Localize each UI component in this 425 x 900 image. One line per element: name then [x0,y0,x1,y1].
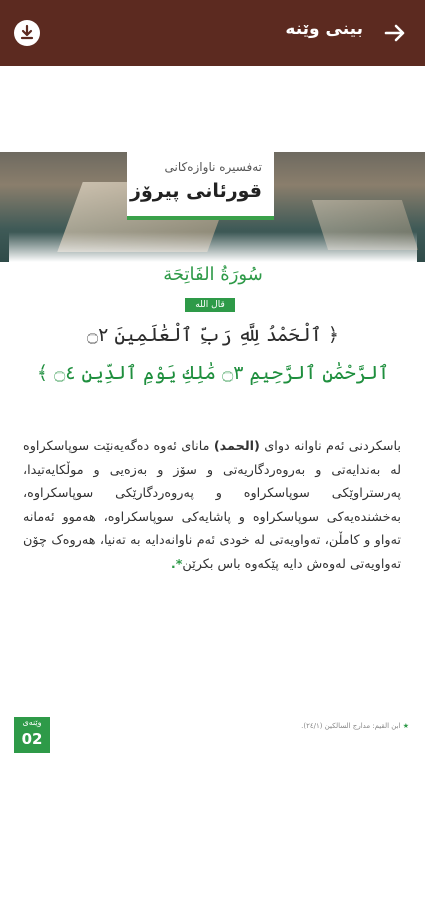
page-number-badge [14,717,50,753]
download-button[interactable] [14,20,40,46]
app-bar [0,0,425,66]
footnote-marker: *. [170,556,183,572]
qaal-label: قال الله تعالى [185,298,235,312]
footnote-text: ابن القيم: مدارج السالكين (٢٤/١). [301,722,401,730]
footnote [301,722,409,730]
page-label: وێنەی [22,718,42,727]
surah-title: سُورَةُ الفَاتِحَة [163,264,263,285]
ayah-line-1: ﴿ ٱلْحَمْدُ لِلَّهِ رَبِّ ٱلْعَٰلَمِينَ ۝٢ [87,324,339,346]
tafsir-text: باسکردنی ئەم ناوانە دوای (الحمد) مانای ئەوە دەگەیەنێت سوپاسکراوە لە بەندایەتی و بەروەردگاریەتی و سۆز و بەزەیی و موڵکایەتیدا، پەرستراوێکی سوپاسکراوە و پەروەردگارێکی سوپاسکراوە، بەخشندەیەکی سوپاسکراوە و پاشایەکی سوپاسکراوە، هەموو ئەمانە تەواو و کامڵن، تەواویەتی لە خودی ئەم ناوانەدایە بە تەنیا، هەروەک چۆن تەواویەتی لەوەش دایە پێکەوە باس بکرێن*. [23,439,401,572]
page-title: بینی وێنە [285,19,363,39]
book-title: قورئانی پیرۆز [130,180,262,202]
ayah-line-2: ٱلرَّحْمَٰنِ ٱلرَّحِيمِ ۝٣ مَٰلِكِ يَوْمِ ٱلدِّينِ ۝٤ ﴾ [36,362,390,384]
book-title-badge [127,152,274,220]
arrow-right-icon[interactable] [383,21,407,45]
star-icon: ★ [402,722,409,730]
download-icon [14,20,40,46]
book-subtitle: تەفسیرە ناوازەکانی [164,160,262,174]
page-number: 02 [21,730,43,748]
highlight-term: (الحمد) [213,439,260,454]
tafsir-page [9,262,417,755]
